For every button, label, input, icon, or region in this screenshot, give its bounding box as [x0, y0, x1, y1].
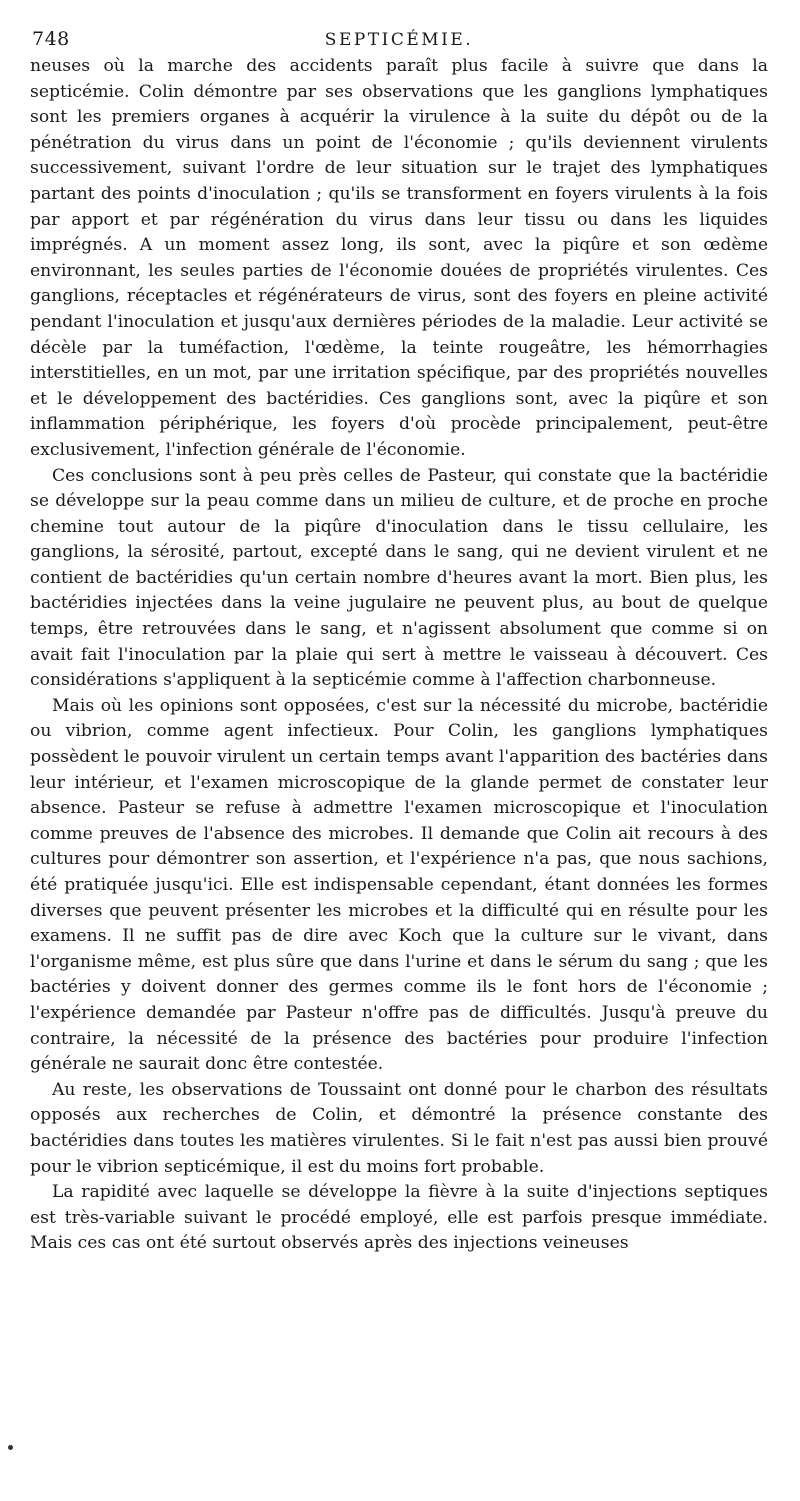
paragraph-4: Au reste, les observations de Toussaint ont donné pour le charbon des résultats opposés aux recherches de Colin, et démontré la présence constante des bactéridies dans toutes les matières virulentes. Si le fait n'est pas aussi bien prouvé pour le vibrion septicémique, il est du moins fort probable.: [30, 1079, 768, 1177]
paragraph-2: Ces conclusions sont à peu près celles de Pasteur, qui constate que la bactéridie se développe sur la peau comme dans un milieu de culture, et de proche en proche chemine tout autour de la piqûre d'inoculation dans le tissu cellulaire, les ganglions, la sérosité, partout, excepté dans le sang, qui ne devient virulent et ne contient de bactéridies qu'un certain nombre d'heures avant la mort. Bien plus, les bactéridies injectées dans la veine jugulaire ne peuvent plus, au bout de quelque temps, être retrouvées dans le sang, et n'agissent absolument que comme si on avait fait l'inoculation par la plaie qui sert à mettre le vaisseau à découvert. Ces considérations s'appliquent à la septicémie comme à l'affection charbonneuse.: [30, 465, 768, 691]
page: [30, 28, 768, 1257]
page-number: 748: [32, 28, 70, 50]
paragraph-5: La rapidité avec laquelle se développe la fièvre à la suite d'injections septiques est très-variable suivant le procédé employé, elle est parfois presque immédiate. Mais ces cas ont été surtout observés après des injections veineuses: [30, 1182, 768, 1254]
paragraph-1: neuses où la marche des accidents paraît plus facile à suivre que dans la septicémie. Colin démontre par ses observations que les ganglions lymphatiques sont les premiers organes à acquérir la virulence à la suite du dépôt ou de la pénétration du virus dans un point de l'économie ; qu'ils deviennent virulents successivement, suivant l'ordre de leur situation sur le trajet des lymphatiques partant des points d'inoculation ; qu'ils se transforment en foyers virulents à la fois par apport et par régénération du virus dans leur tissu ou dans les liquides imprégnés. A un moment assez long, ils sont, avec la piqûre et son œdème environnant, les seules parties de l'économie douées de propriétés virulentes. Ces ganglions, réceptacles et régénérateurs de virus, sont des foyers en pleine activité pendant l'inoculation et jusqu'aux dernières périodes de la maladie. Leur activité se décèle par la tuméfaction, l'œdème, la teinte rougeâtre, les hémorrhagies interstitielles, en un mot, par une irritation spécifique, par des propriétés nouvelles et le développement des bactéridies. Ces ganglions sont, avec la piqûre et son inflammation périphérique, les foyers d'où procède principalement, peut-être exclusivement, l'infection générale de l'économie.: [30, 56, 768, 460]
paragraph-3: Mais où les opinions sont opposées, c'est sur la nécessité du microbe, bactéridie ou vibrion, comme agent infectieux. Pour Colin, les ganglions lymphatiques possèdent le pouvoir virulent un certain temps avant l'apparition des bactéries dans leur intérieur, et l'examen microscopique de la glande permet de constater leur absence. Pasteur se refuse à admettre l'examen microscopique et l'inoculation comme preuves de l'absence des microbes. Il demande que Colin ait recours à des cultures pour démontrer son assertion, et l'expérience n'a pas, que nous sachions, été pratiquée jusqu'ici. Elle est indispensable cependant, étant données les formes diverses que peuvent présenter les microbes et la difficulté qui en résulte pour les examens. Il ne suffit pas de dire avec Koch que la culture sur le vivant, dans l'organisme même, est plus sûre que dans l'urine et dans le sérum du sang ; que les bactéries y doivent donner des germes comme ils le font hors de l'économie ; l'expérience demandée par Pasteur n'offre pas de difficultés. Jusqu'à preuve du contraire, la nécessité de la présence des bactéries pour produire l'infection générale ne saurait donc être contestée.: [30, 695, 768, 1075]
running-head: [30, 28, 768, 54]
body-text: [30, 54, 768, 1257]
ink-speck: [8, 1445, 13, 1450]
running-title: SEPTICÉMIE.: [324, 30, 474, 50]
